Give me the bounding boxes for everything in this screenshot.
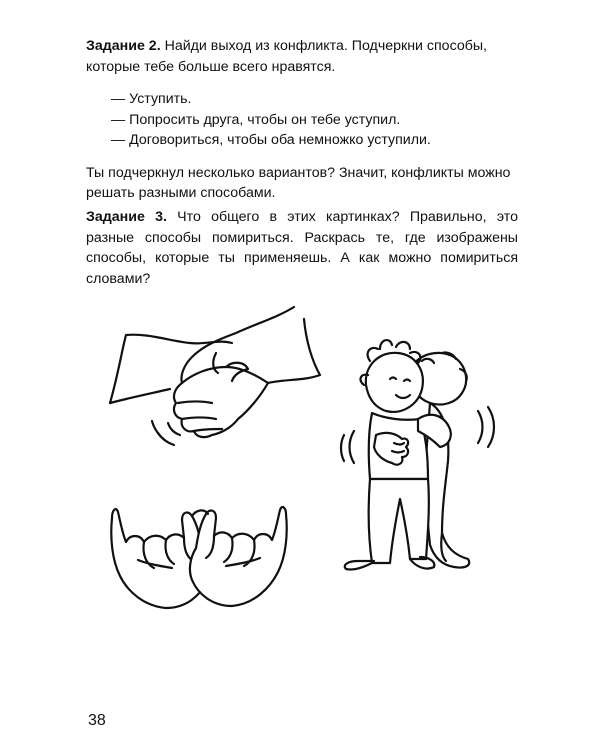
task-3-label: Задание 3.	[86, 209, 167, 225]
task-2-conclusion: Ты подчеркнул несколько вариантов? Значит, конфликты можно решать разными способами.	[86, 164, 511, 201]
task-2	[86, 36, 518, 204]
task-2-label: Задание 2.	[86, 38, 161, 54]
option-compromise: — Договориться, чтобы оба немножко уступили.	[111, 132, 431, 148]
option-give-in: — Уступить.	[111, 91, 192, 107]
task-3-text: Что общего в этих картинках? Правильно, это разные способы помириться. Раскрась те, где изображены способы, которые ты применяешь. А как можно помириться словами?	[86, 209, 518, 287]
handshake-drawing	[108, 305, 323, 450]
task-2-text: Найди выход из конфликта. Подчеркни способы, которые тебе больше всего нравятся.	[86, 38, 487, 75]
children-hugging-drawing	[330, 335, 505, 585]
task-2-options	[111, 89, 518, 151]
option-ask-friend: — Попросить друга, чтобы он тебе уступил.	[111, 111, 401, 128]
page-number: 38	[88, 712, 106, 729]
task-3	[86, 207, 518, 289]
pinky-promise-drawing	[108, 498, 290, 610]
task-2-instruction	[86, 36, 518, 77]
